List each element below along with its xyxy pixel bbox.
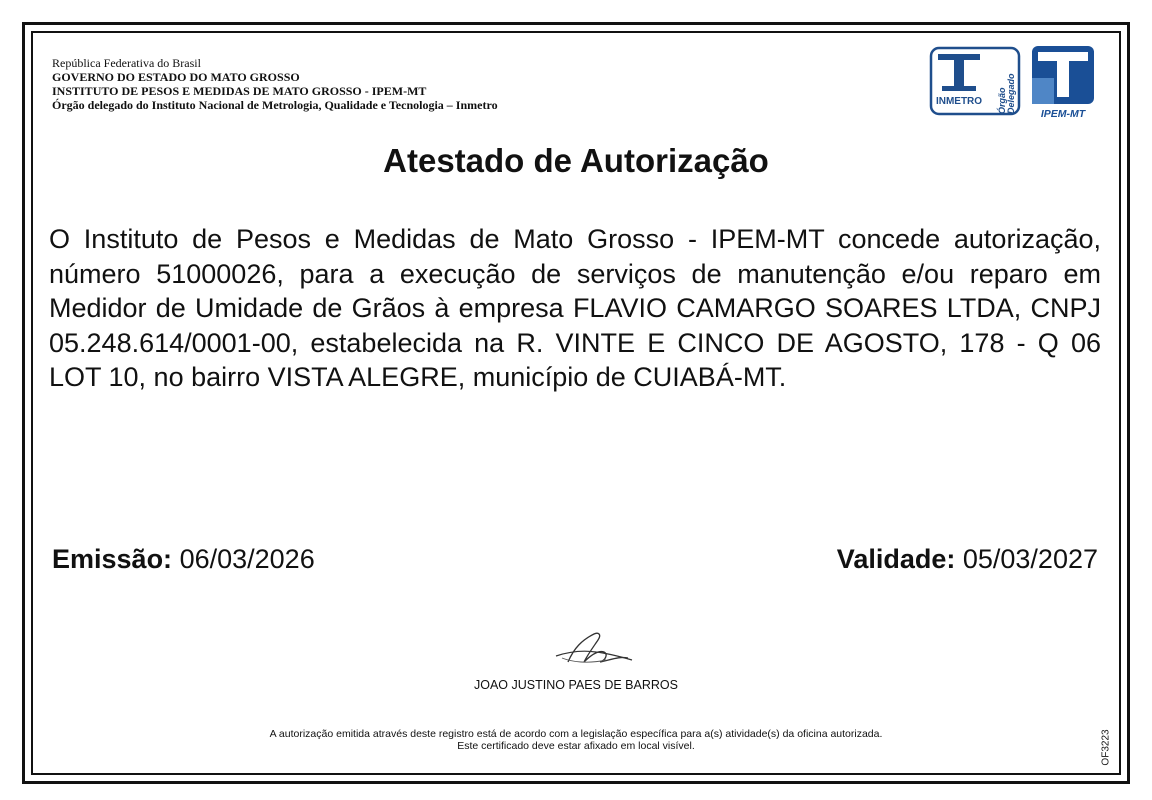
footer-line-1: A autorização emitida através deste registro está de acordo com a legislação específica para a(s) atividade(s) da oficina autorizada. xyxy=(269,728,883,740)
ipem-logo xyxy=(1032,46,1094,120)
footer-note xyxy=(0,728,1152,752)
header-republic: República Federativa do Brasil xyxy=(52,56,201,70)
document-title: Atestado de Autorização xyxy=(383,142,769,179)
emission-date xyxy=(52,544,315,575)
validity-value: 05/03/2027 xyxy=(962,544,1098,574)
delegado-text-1: Órgão xyxy=(997,87,1007,114)
ipem-logo-text: IPEM-MT xyxy=(1040,108,1086,120)
header-delegation: Órgão delegado do Instituto Nacional de Metrologia, Qualidade e Tecnologia – Inmetro xyxy=(52,98,498,112)
authorization-text: O Instituto de Pesos e Medidas de Mato Grosso - IPEM-MT concede autorização, número 51000026, para a execução de serviços de manutenção e/ou reparo em Medidor de Umidade de Grãos à empresa FLAVIO CAMARGO SOARES LTDA, CNPJ 05.248.614/0001-00, estabelecida na R. VINTE E CINCO DE AGOSTO, 178 - Q 06 LOT 10, no bairro VISTA ALEGRE, município de CUIABÁ-MT. xyxy=(49,224,1101,392)
signer-name: JOAO JUSTINO PAES DE BARROS xyxy=(474,678,678,692)
issuer-header xyxy=(52,56,498,112)
validity-label: Validade: xyxy=(836,544,956,574)
inmetro-logo-text: INMETRO xyxy=(935,96,983,107)
inmetro-logo xyxy=(931,48,1019,114)
document-code-text: OF3223 xyxy=(1100,729,1112,766)
footer-line-2: Este certificado deve estar afixado em local visível. xyxy=(457,740,695,752)
validity-date xyxy=(837,544,1098,575)
emission-label: Emissão: xyxy=(52,544,173,574)
inmetro-ipem-logo xyxy=(928,44,1098,120)
signature xyxy=(548,626,638,670)
header-institute: INSTITUTO DE PESOS E MEDIDAS DE MATO GROSSO - IPEM-MT xyxy=(52,84,427,98)
delegado-text-2: Delegado xyxy=(1006,73,1016,114)
document-code xyxy=(1100,728,1114,768)
logos xyxy=(928,44,1098,120)
emission-value: 06/03/2026 xyxy=(179,544,315,574)
header-government: GOVERNO DO ESTADO DO MATO GROSSO xyxy=(52,70,300,84)
